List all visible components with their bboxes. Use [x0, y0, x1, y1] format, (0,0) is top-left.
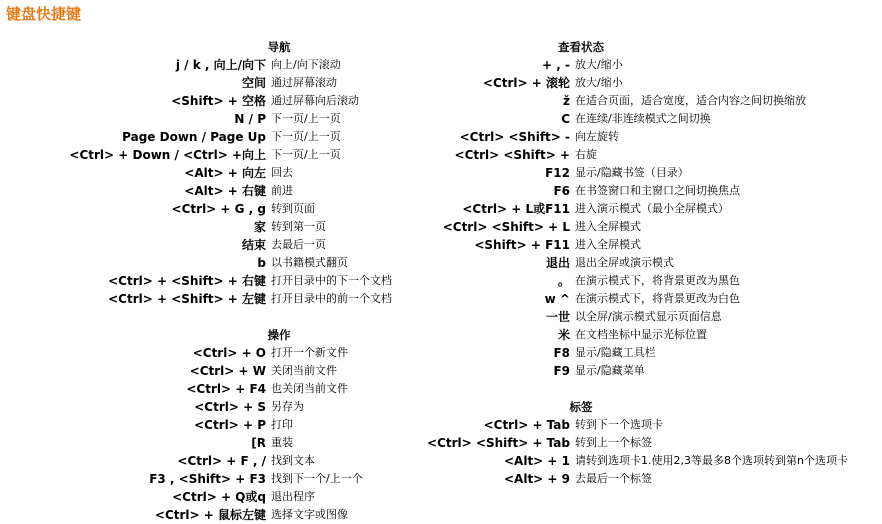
shortcut-desc: 进入演示模式（最小全屏模式）	[575, 202, 729, 215]
shortcut-desc: 进入全屏模式	[575, 220, 641, 233]
shortcut-key: <Ctrl> + W	[189, 364, 266, 378]
shortcut-desc: 选择文字或图像	[271, 508, 348, 521]
shortcut-row	[0, 344, 440, 362]
shortcut-row	[0, 164, 440, 182]
shortcut-key: 米	[557, 328, 570, 342]
shortcut-row	[0, 200, 440, 218]
shortcut-desc: 以书籍模式翻页	[271, 256, 348, 269]
shortcut-row	[420, 182, 882, 200]
shortcut-desc: 重装	[271, 436, 293, 449]
shortcut-key: 结束	[241, 238, 266, 252]
shortcut-row	[0, 110, 440, 128]
shortcut-row	[0, 218, 440, 236]
shortcut-desc: 前进	[271, 184, 293, 197]
section-spacer	[0, 308, 440, 326]
shortcut-key: + , -	[542, 58, 570, 72]
shortcut-desc: 在文档坐标中显示光标位置	[575, 328, 707, 341]
shortcut-key: <Ctrl> + 鼠标左键	[154, 508, 266, 522]
shortcut-desc: 转到第一页	[271, 220, 326, 233]
shortcut-desc: 显示/隐藏菜单	[575, 364, 645, 377]
shortcut-row	[0, 272, 440, 290]
shortcut-row	[0, 380, 440, 398]
shortcut-desc: 打开目录中的下一个文档	[271, 274, 392, 287]
shortcut-key: 。	[557, 274, 570, 288]
shortcut-desc: 打开目录中的前一个文档	[271, 292, 392, 305]
right-column	[420, 38, 882, 488]
shortcut-row	[420, 164, 882, 182]
shortcut-desc: 在连续/非连续模式之间切换	[575, 112, 711, 125]
shortcut-desc: 显示/隐藏工具栏	[575, 346, 656, 359]
shortcut-desc: 显示/隐藏书签（目录）	[575, 166, 689, 179]
shortcut-desc: 在书签窗口和主窗口之间切换焦点	[575, 184, 740, 197]
shortcut-key: <Ctrl> + <Shift> + 右键	[108, 274, 266, 288]
shortcut-key: F8	[553, 346, 570, 360]
section-title-navigation: 导航	[267, 40, 291, 54]
shortcut-desc: 退出程序	[271, 490, 315, 503]
section-spacer	[420, 380, 882, 398]
shortcut-desc: 找到下一个/上一个	[271, 472, 363, 485]
shortcut-key: <Ctrl> + S	[194, 400, 266, 414]
shortcut-desc: 关闭当前文件	[271, 364, 337, 377]
shortcut-key: <Ctrl> + G , g	[171, 202, 266, 216]
shortcut-row	[420, 362, 882, 380]
shortcut-desc: 通过屏幕滚动	[271, 76, 337, 89]
shortcut-key: <Ctrl> + Q或q	[172, 490, 266, 504]
shortcut-desc: 放大/缩小	[575, 76, 623, 89]
page-title: 键盘快捷键	[6, 5, 82, 23]
shortcut-row	[0, 488, 440, 506]
shortcut-row	[0, 182, 440, 200]
shortcut-desc: 下一页/上一页	[271, 112, 341, 125]
shortcut-key: <Ctrl> + <Shift> + 左键	[108, 292, 266, 306]
shortcut-desc: 右旋	[575, 148, 597, 161]
shortcut-key: <Ctrl> + O	[192, 346, 266, 360]
shortcut-row	[420, 56, 882, 74]
shortcut-row	[0, 416, 440, 434]
shortcut-key: 空间	[241, 76, 266, 90]
shortcut-row	[0, 362, 440, 380]
shortcut-desc: 打开一个新文件	[271, 346, 348, 359]
shortcut-key: Page Down / Page Up	[122, 130, 266, 144]
shortcut-row	[420, 416, 882, 434]
shortcut-row	[420, 272, 882, 290]
shortcut-desc: 打印	[271, 418, 293, 431]
shortcut-key: F3 , <Shift> + F3	[149, 472, 266, 486]
shortcut-row	[420, 254, 882, 272]
shortcut-row	[420, 92, 882, 110]
shortcut-row	[0, 146, 440, 164]
shortcut-key: w ^	[544, 292, 570, 306]
shortcut-key: <Shift> + F11	[474, 238, 570, 252]
shortcut-row	[0, 506, 440, 524]
shortcut-key: <Ctrl> + Tab	[483, 418, 570, 432]
shortcut-key: N / P	[234, 112, 266, 126]
shortcut-key: C	[561, 112, 570, 126]
shortcut-key: F6	[553, 184, 570, 198]
shortcut-key: <Alt> + 向左	[184, 166, 266, 180]
shortcut-row	[0, 398, 440, 416]
shortcut-row	[0, 92, 440, 110]
shortcut-desc: 请转到选项卡1.使用2,3等最多8个选项转到第n个选项卡	[575, 454, 848, 467]
section-title-view-state: 查看状态	[558, 40, 604, 54]
shortcut-desc: 在演示模式下，将背景更改为黑色	[575, 274, 740, 287]
section-title-tabs: 标签	[569, 400, 593, 414]
shortcut-desc: 通过屏幕向后滚动	[271, 94, 359, 107]
section-title-operations: 操作	[267, 328, 291, 342]
shortcut-desc: 转到上一个标签	[575, 436, 652, 449]
shortcut-key: <Ctrl> <Shift> -	[459, 130, 570, 144]
shortcut-row	[420, 128, 882, 146]
shortcut-row	[420, 200, 882, 218]
shortcut-key: <Ctrl> + L或F11	[462, 202, 570, 216]
shortcut-key: b	[257, 256, 266, 270]
shortcut-row	[420, 218, 882, 236]
shortcut-key: <Alt> + 1	[503, 454, 570, 468]
shortcut-desc: 在适合页面，适合宽度，适合内容之间切换缩放	[575, 94, 806, 107]
shortcut-key: <Shift> + 空格	[171, 94, 266, 108]
shortcut-key: [R	[251, 436, 266, 450]
shortcut-desc: 退出全屏或演示模式	[575, 256, 674, 269]
shortcut-key: <Ctrl> <Shift> +	[454, 148, 570, 162]
shortcut-key: <Ctrl> <Shift> + L	[442, 220, 570, 234]
shortcut-key: <Ctrl> <Shift> + Tab	[427, 436, 570, 450]
shortcut-row	[420, 236, 882, 254]
shortcut-desc: 以全屏/演示模式显示页面信息	[575, 310, 722, 323]
shortcut-desc: 放大/缩小	[575, 58, 623, 71]
shortcut-row	[0, 128, 440, 146]
shortcut-key: 一世	[545, 310, 570, 324]
shortcut-row	[420, 434, 882, 452]
shortcut-key: j / k , 向上/向下	[175, 58, 266, 72]
shortcut-row	[420, 110, 882, 128]
shortcut-desc: 回去	[271, 166, 293, 179]
shortcut-desc: 向上/向下滚动	[271, 58, 341, 71]
shortcut-key: F12	[545, 166, 570, 180]
shortcut-desc: 在演示模式下，将背景更改为白色	[575, 292, 740, 305]
shortcut-key: 退出	[545, 256, 570, 270]
shortcut-row	[0, 254, 440, 272]
shortcut-key: <Ctrl> + P	[194, 418, 266, 432]
shortcut-desc: 去最后一个标签	[575, 472, 652, 485]
shortcut-row	[0, 74, 440, 92]
shortcut-row	[0, 452, 440, 470]
shortcut-key: 家	[253, 220, 266, 234]
shortcut-key: <Alt> + 9	[503, 472, 570, 486]
shortcut-row	[0, 434, 440, 452]
shortcut-desc: 也关闭当前文件	[271, 382, 348, 395]
shortcut-row	[0, 236, 440, 254]
shortcut-row	[0, 290, 440, 308]
shortcut-key: <Ctrl> + F4	[186, 382, 266, 396]
shortcut-key: ž	[563, 94, 570, 108]
shortcut-row	[0, 56, 440, 74]
shortcut-row	[420, 470, 882, 488]
shortcut-desc: 另存为	[271, 400, 304, 413]
shortcut-desc: 向左旋转	[575, 130, 619, 143]
shortcut-desc: 找到文本	[271, 454, 315, 467]
shortcut-desc: 转到下一个选项卡	[575, 418, 663, 431]
shortcut-key: <Ctrl> + Down / <Ctrl> +向上	[69, 148, 266, 162]
shortcut-row	[420, 326, 882, 344]
shortcut-row	[420, 308, 882, 326]
shortcut-key: <Ctrl> + F , /	[177, 454, 266, 468]
shortcut-row	[420, 74, 882, 92]
shortcut-row	[420, 146, 882, 164]
shortcut-key: F9	[553, 364, 570, 378]
shortcut-row	[420, 344, 882, 362]
shortcut-desc: 去最后一页	[271, 238, 326, 251]
shortcut-desc: 下一页/上一页	[271, 130, 341, 143]
shortcut-row	[420, 452, 882, 470]
shortcut-desc: 进入全屏模式	[575, 238, 641, 251]
shortcut-key: <Ctrl> + 滚轮	[482, 76, 570, 90]
shortcut-row	[420, 290, 882, 308]
shortcut-key: <Alt> + 右键	[184, 184, 266, 198]
shortcut-desc: 下一页/上一页	[271, 148, 341, 161]
shortcut-desc: 转到页面	[271, 202, 315, 215]
left-column	[0, 38, 440, 524]
shortcut-row	[0, 470, 440, 488]
